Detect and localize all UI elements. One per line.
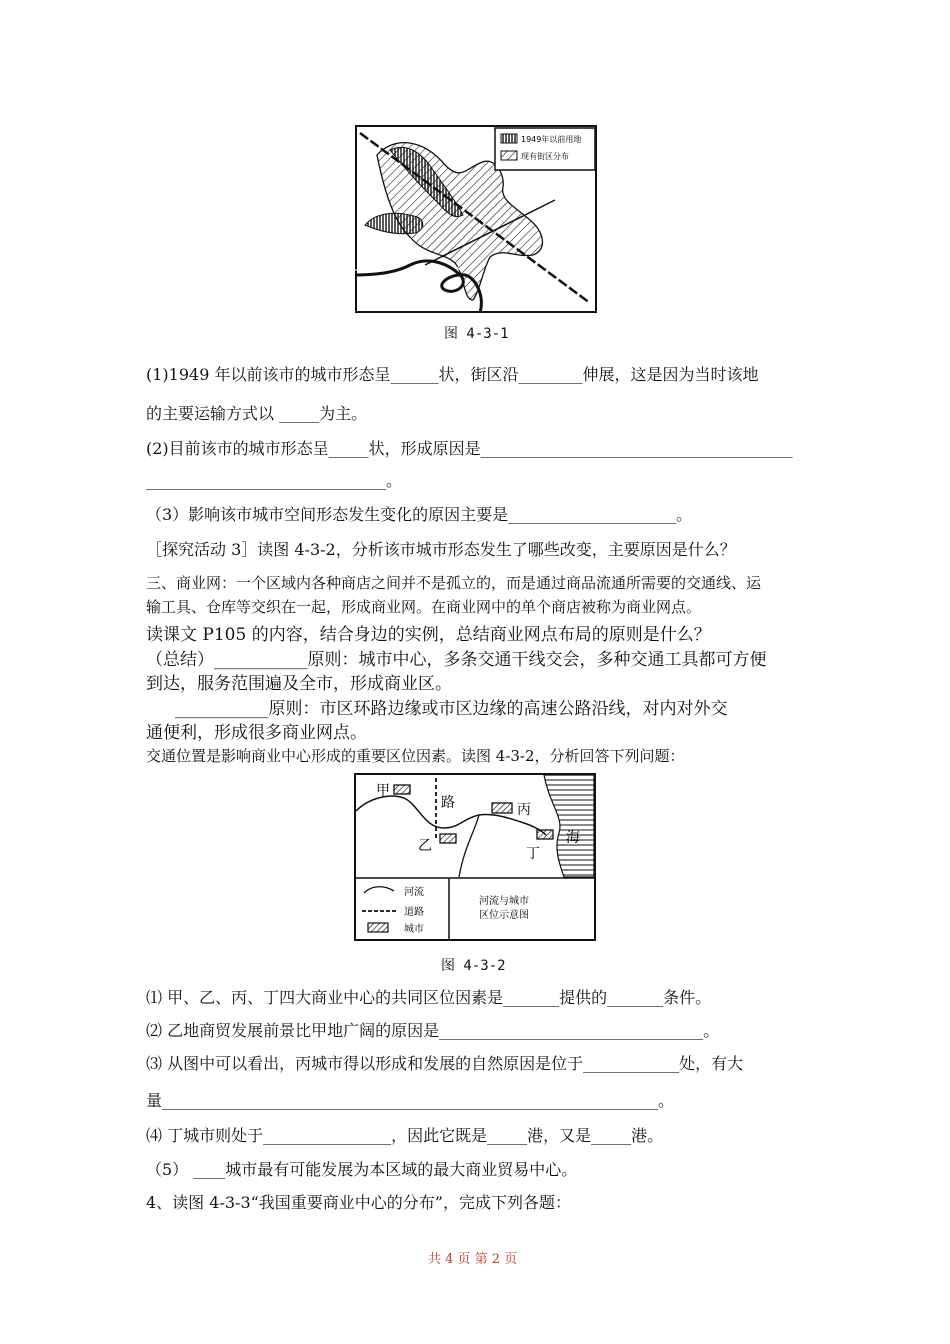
city-ding-label: 丁 [526,846,540,862]
part-4-question: ⑷ 丁城市则处于________________，因此它既是_____港，又是_____港。 [146,1126,664,1145]
legend-new-label: 现有街区分布 [521,152,569,161]
part-3-line-1: ⑶ 从图中可以看出，丙城市得以形成和发展的自然原因是位于____________处，有大 [146,1054,744,1073]
figure2-title-line-1: 河流与城市 [479,896,529,907]
question-3-line: （3）影响该市城市空间形态发生变化的原因主要是_____________________。 [146,505,693,524]
page-footer: 共 4 页 第 2 页 [428,1252,518,1267]
figure-4-3-2 [354,773,596,941]
legend-city-label: 城市 [404,924,424,935]
legend-river-label: 河流 [404,887,424,898]
summary-line-2: 到达，服务范围遍及全市，形成商业区。 [146,674,452,694]
question-2-line-2: ______________________________。 [146,471,403,490]
city-jia-label: 甲 [376,783,390,799]
legend-road-label: 道路 [404,907,424,918]
city-yi-label: 乙 [418,838,432,854]
summary-line-1: （总结）___________原则：城市中心，多条交通干线交会，多种交通工具都可方便 [146,650,767,670]
summary-line-4: 通便利，形成很多商业网点。 [146,723,367,743]
read-text-prompt: 读课文 P105 的内容，结合身边的实例，总结商业网点布局的原则是什么？ [146,625,711,645]
summary-line-3: ___________原则：市区环路边缘或市区边缘的高速公路沿线，对内对外交 [175,699,728,719]
road-label: 路 [441,795,455,811]
sea-label: 海 [566,830,580,846]
part-1-question: ⑴ 甲、乙、丙、丁四大商业中心的共同区位因素是_______提供的_______条件。 [146,988,712,1007]
part-2-question: ⑵ 乙地商贸发展前景比甲地广阔的原因是_________________________________。 [146,1021,720,1040]
traffic-intro: 交通位置是影响商业中心形成的重要区位因素。读图 4-3-2，分析回答下列问题： [146,747,685,765]
figure-4-3-1 [355,125,597,313]
question-1-line-2: 的主要运输方式以 _____为主。 [146,404,368,423]
figure-caption-4-3-2: 图 4-3-2 [441,958,506,974]
part-5-question: （5） ____城市最有可能发展为本区域的最大商业贸易中心。 [146,1160,578,1179]
section-3-line-2: 输工具、仓库等交织在一起，形成商业网。在商业网中的单个商店被称为商业网点。 [146,598,702,616]
legend-old-label: 1949年以前用地 [521,135,582,144]
question-2-line-1: (2)目前该市的城市形态呈_____状，形成原因是_______________________________________ [146,439,793,458]
figure2-title-line-2: 区位示意图 [479,910,529,921]
question-1-line-1: (1)1949 年以前该市的城市形态呈______状，街区沿________伸展，这是因为当时该地 [146,365,759,384]
city-bing-label: 丙 [517,802,531,818]
figure-caption-4-3-1: 图 4-3-1 [444,326,509,342]
section-3-line-1: 三、商业网：一个区域内各种商店之间并不是孤立的，而是通过商品流通所需要的交通线、运 [146,574,762,592]
part-3-line-2: 量______________________________________________________________。 [146,1091,674,1110]
question-4-heading: 4、读图 4-3-3“我国重要商业中心的分布”，完成下列各题： [146,1193,571,1212]
explore-activity-3: ［探究活动 3］读图 4-3-2，分析该市城市形态发生了哪些改变，主要原因是什么？ [146,540,736,559]
